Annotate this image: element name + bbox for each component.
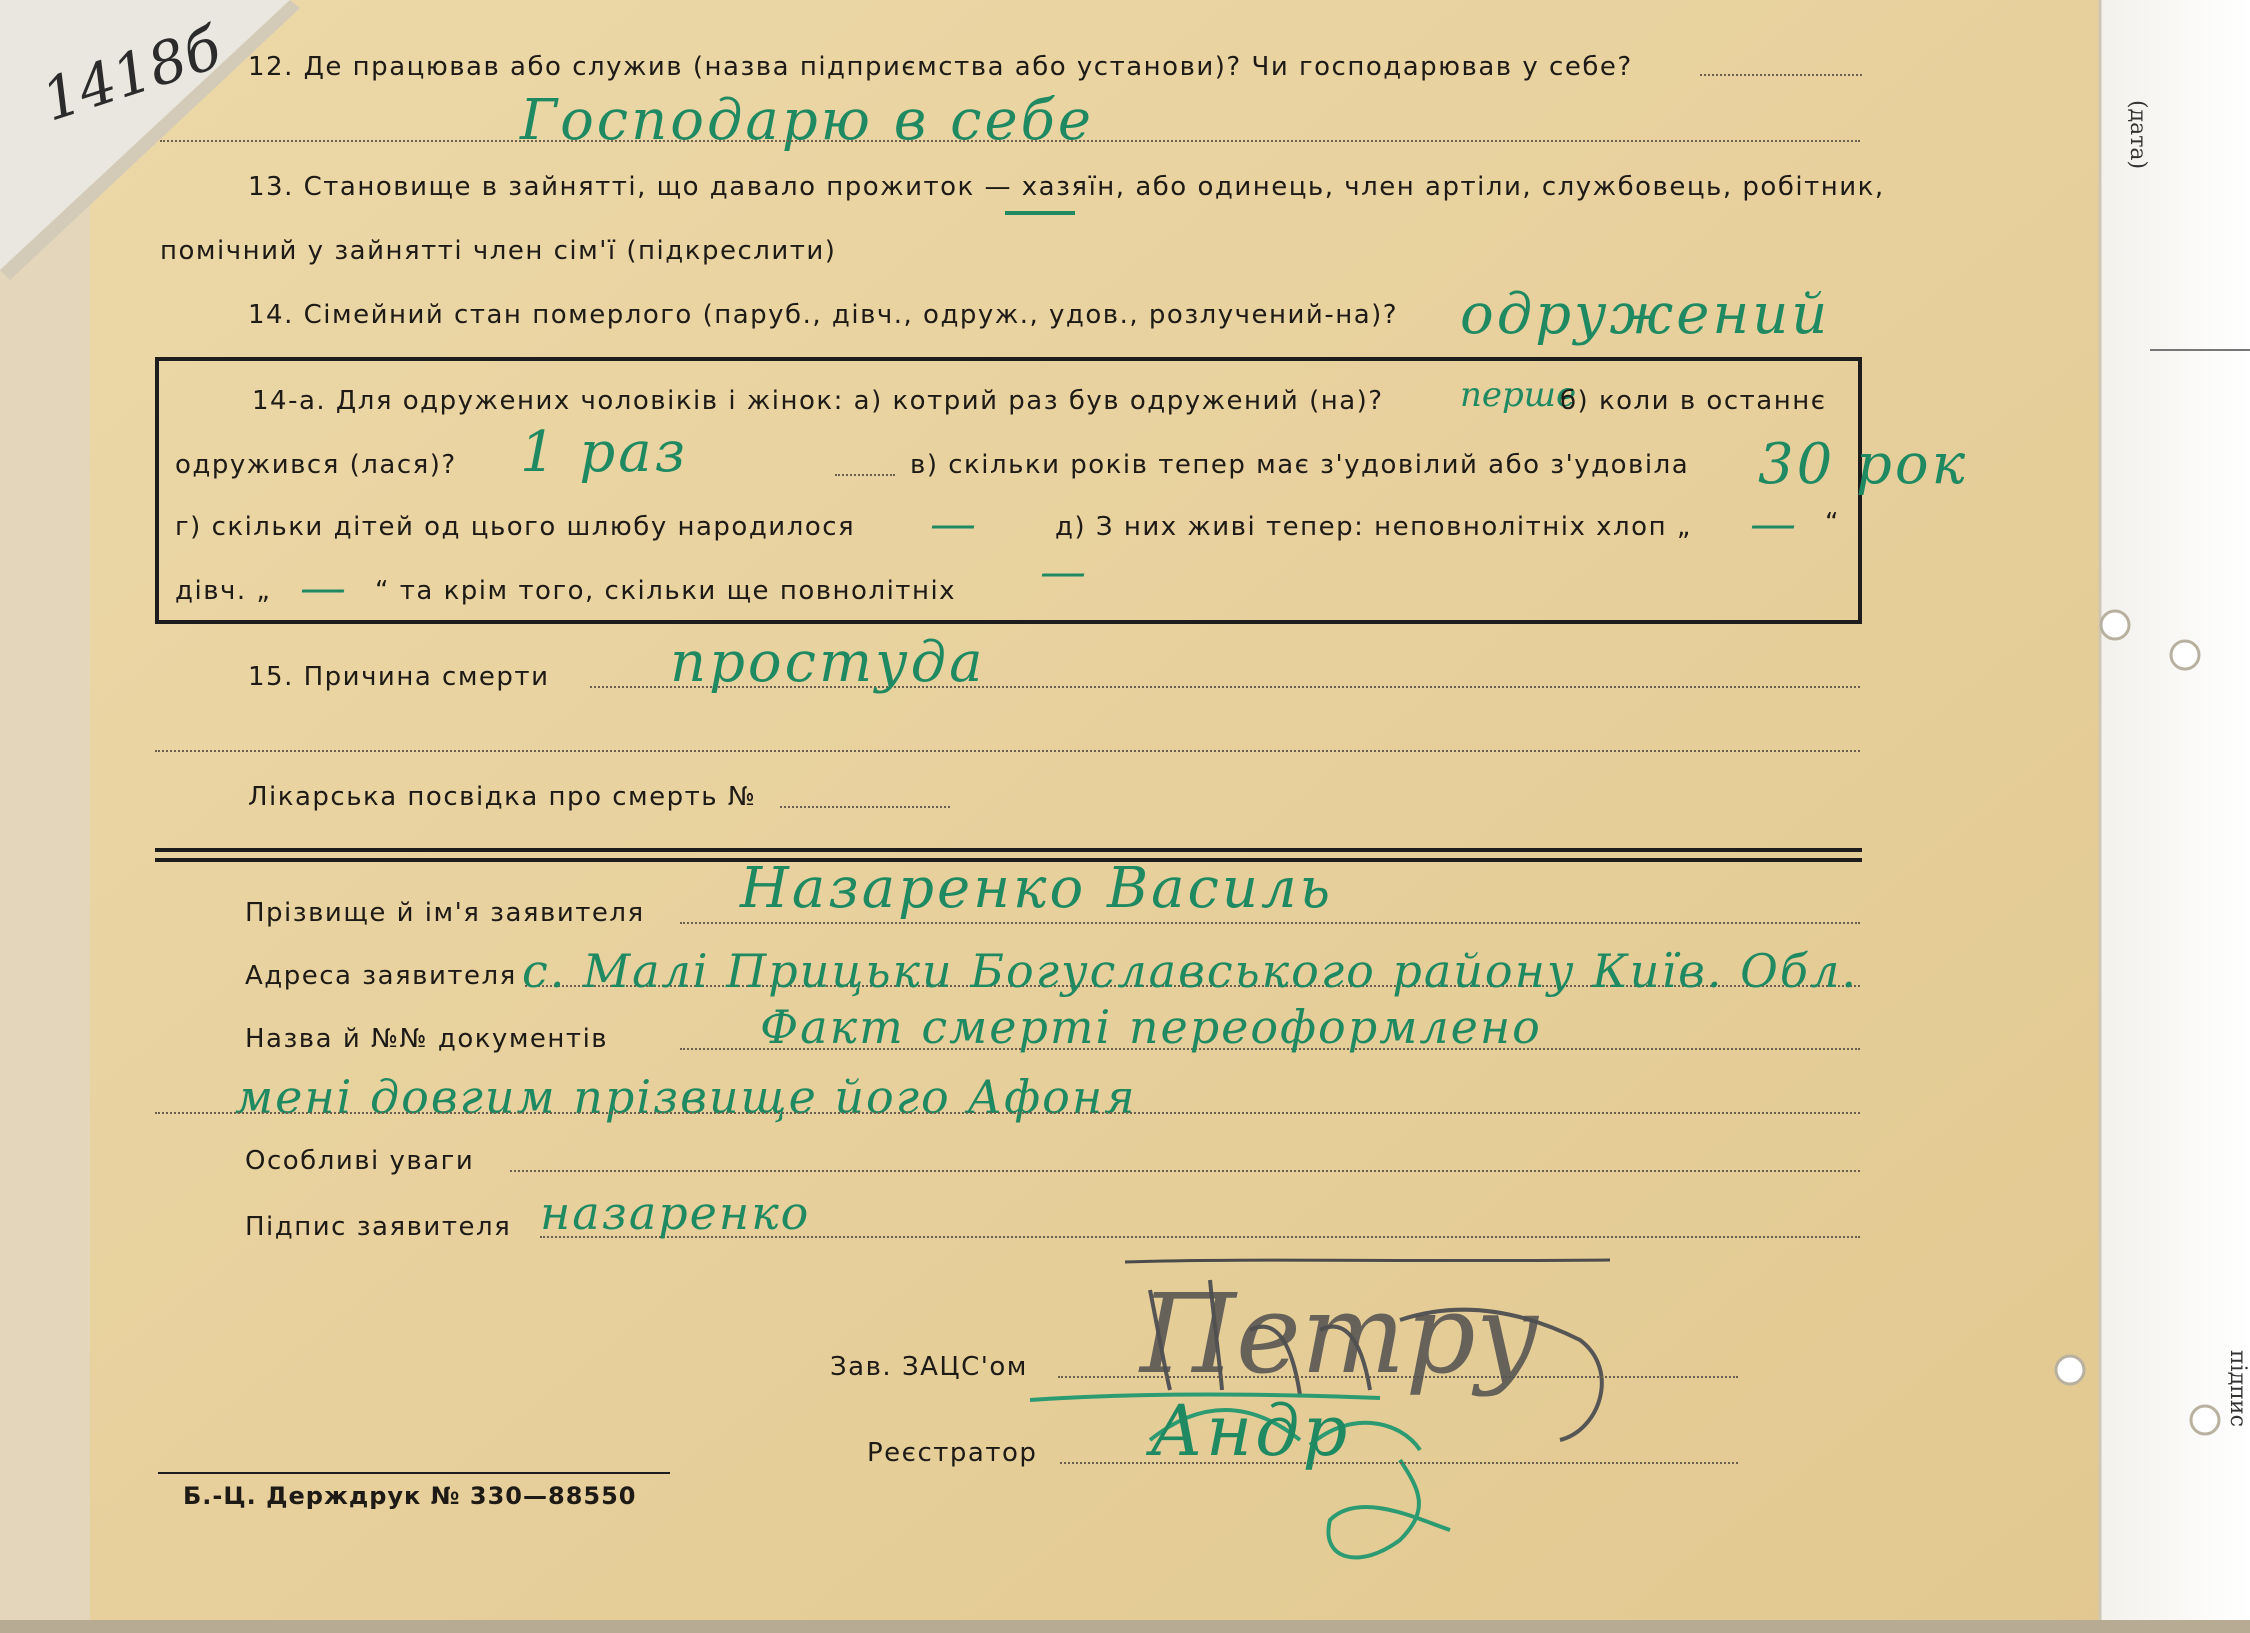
q13-underline-owner xyxy=(1005,211,1075,215)
zags-head-label: Зав. ЗАЦС'ом xyxy=(830,1352,1028,1382)
q12-question: 12. Де працював або служив (назва підприємства або установи)? Чи господарював у себе? xyxy=(248,52,1633,82)
registrar-signature: Андр xyxy=(1150,1390,1351,1472)
applicant-address-label: Адреса заявителя xyxy=(245,961,517,991)
q14-answer: одружений xyxy=(1460,282,1831,347)
q14a-answer-boys: — xyxy=(1750,496,1798,550)
q14a-line1-a: 14-а. Для одружених чоловіків і жінок: а) котрий раз був одружений (на)? xyxy=(252,386,1384,416)
special-notes-label: Особливі уваги xyxy=(245,1146,475,1176)
q15-question: 15. Причина смерти xyxy=(248,662,550,692)
applicant-docs-label: Назва й №№ документів xyxy=(245,1024,609,1054)
q14a-line3-a: г) скільки дітей од цього шлюбу народилося xyxy=(175,512,856,542)
medical-dots xyxy=(780,806,950,808)
q14a-answer-girls: — xyxy=(300,560,348,614)
applicant-address-value: с. Малі Прицьки Богуславського району Київ. Обл. xyxy=(522,944,1858,998)
q14a-answer-adults: — xyxy=(1040,544,1088,598)
applicant-name-label: Прізвище й ім'я заявителя xyxy=(245,898,645,928)
applicant-signature-label: Підпис заявителя xyxy=(245,1212,512,1242)
q14a-dots-b xyxy=(835,474,895,476)
q14a-answer-a: перше xyxy=(1460,375,1577,415)
q14a-line3-b: д) З них живі тепер: неповнолітніх хлоп „ xyxy=(1055,512,1692,542)
q14-question: 14. Сімейний стан померлого (паруб., дівч., одруж., удов., розлучений-на)? xyxy=(248,300,1399,330)
q14a-line2-a: одружився (лася)? xyxy=(175,450,457,480)
q14a-line2-b: в) скільки років тепер має з'удовілий або з'удовіла xyxy=(910,450,1690,480)
q14a-line1-b: б) коли в останнє xyxy=(1560,386,1827,416)
q15-answer: простуда xyxy=(670,630,986,695)
separator-top xyxy=(155,848,1862,852)
printer-imprint: Б.-Ц. Держдрук № 330—88550 xyxy=(183,1482,637,1510)
q14a-line3-c: “ xyxy=(1825,508,1840,538)
medical-certificate-label: Лікарська посвідка про смерть № xyxy=(248,782,757,812)
q14a-answer-b: 1 раз xyxy=(520,420,689,485)
applicant-docs-value-2: мені довгим прізвище його Афоня xyxy=(235,1070,1137,1124)
applicant-signature-value: назаренко xyxy=(540,1186,811,1240)
zags-head-signature: Петру xyxy=(1140,1270,1540,1398)
box-14a-left xyxy=(155,357,159,624)
applicant-name-value: Назаренко Василь xyxy=(740,856,1334,921)
footer-rule xyxy=(158,1472,670,1474)
q12-dots-2 xyxy=(160,140,1860,142)
box-14a-bottom xyxy=(155,620,1862,624)
q14a-line4-a: дівч. „ xyxy=(175,576,272,606)
applicant-docs-value-1: Факт смерті переоформлено xyxy=(760,1000,1542,1054)
special-notes-dots xyxy=(510,1170,1860,1172)
applicant-name-dots xyxy=(680,922,1860,924)
q14a-answer-g: — xyxy=(930,496,978,550)
q12-answer: Господарю в себе xyxy=(520,88,1094,153)
registrar-label: Реєстратор xyxy=(867,1438,1038,1468)
q15-dots-2 xyxy=(155,750,1860,752)
q13-line2: помічний у зайнятті член сім'ї (підкреслити) xyxy=(160,236,837,266)
box-14a-top xyxy=(155,357,1862,361)
q12-dots-1 xyxy=(1700,74,1862,76)
q14a-line4-b: “ та крім того, скільки ще повнолітніх xyxy=(375,576,957,606)
q13-line1: 13. Становище в зайнятті, що давало прожиток — хазяїн, або одинець, член артіли, службовець, робітник, xyxy=(248,172,1885,202)
side-label-date: (дата) xyxy=(2125,100,2150,170)
applicant-docs-dots-2 xyxy=(155,1112,1860,1114)
q14a-answer-v: 30 рок xyxy=(1758,432,1969,497)
archive-page-number: 1418б xyxy=(33,13,230,135)
side-label-signature: підпис xyxy=(2225,1350,2250,1427)
